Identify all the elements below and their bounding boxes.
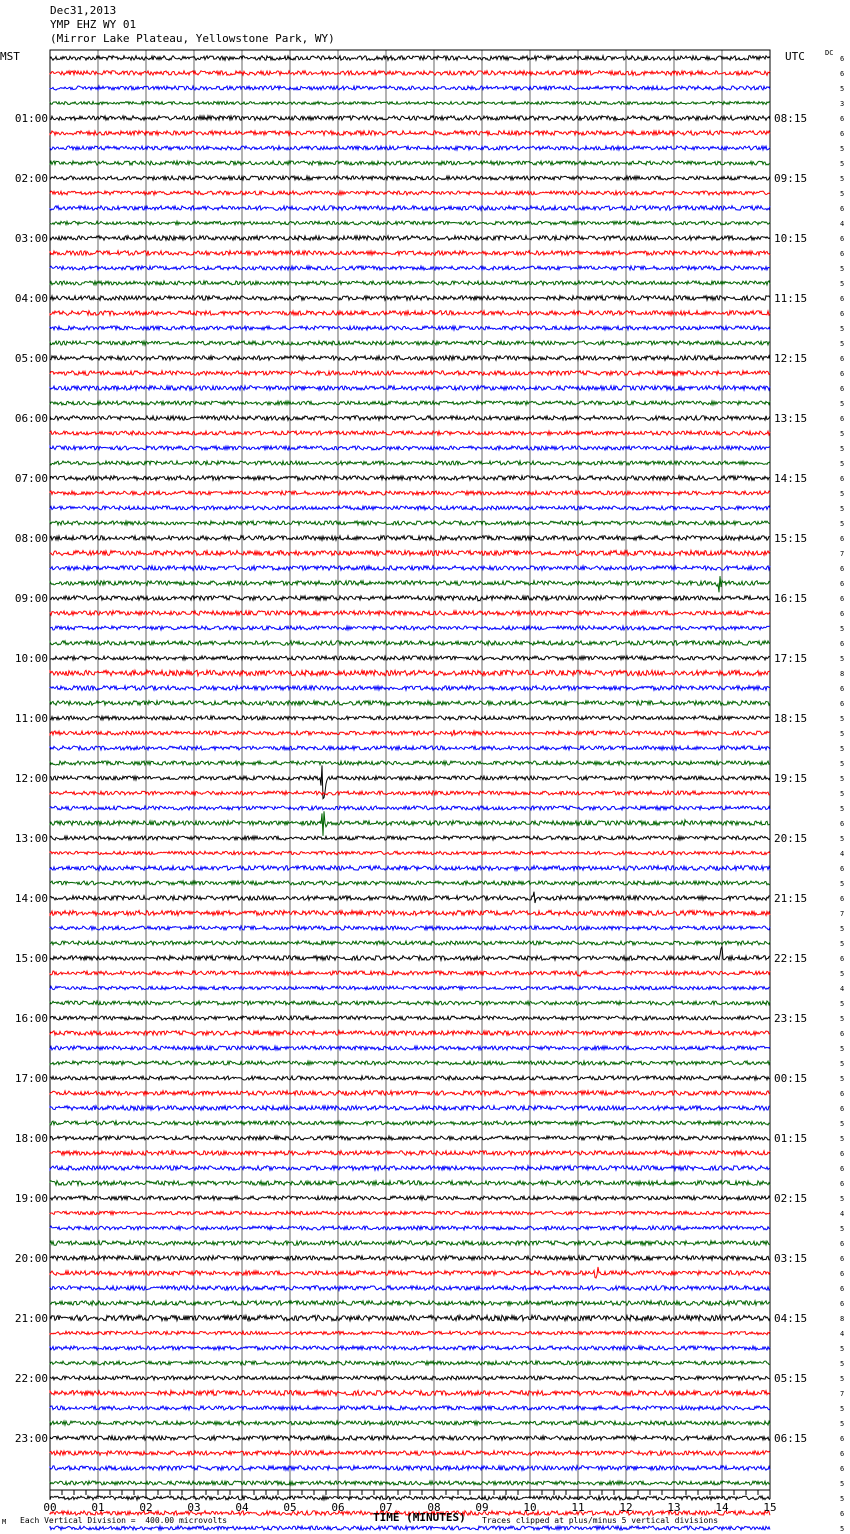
utc-hour-label: 04:15 [774,1312,808,1325]
trace-line [50,1076,770,1080]
trace-line [50,1166,770,1170]
dc-offset-label: 5 [840,145,845,153]
dc-offset-label: 7 [840,550,845,558]
utc-hour-label: 09:15 [774,172,808,185]
utc-hour-label: 12:15 [774,352,808,365]
utc-hour-label: 06:15 [774,1432,808,1445]
trace-line [50,116,770,120]
trace-line [50,1091,770,1095]
dc-offset-label: 6 [840,595,845,603]
trace-line [50,986,770,989]
dc-offset-label: 6 [840,1510,845,1518]
dc-offset-label: 6 [840,1030,845,1038]
trace-line [50,281,770,285]
dc-offset-label: 6 [840,1240,845,1248]
dc-offset-label: 5 [840,520,845,528]
dc-offset-label: 5 [840,505,845,513]
trace-line [50,611,770,615]
trace-line [50,730,770,736]
dc-offset-label: 5 [840,1045,845,1053]
utc-hour-label: 02:15 [774,1192,808,1205]
mst-hour-label: 20:00 [14,1252,48,1265]
utc-hour-label: 05:15 [774,1372,808,1385]
x-tick-label: 03 [187,1501,201,1514]
trace-line [50,851,770,854]
trace-line [50,716,770,720]
dc-offset-label: 5 [840,85,845,93]
dc-offset-label: 6 [840,310,845,318]
dc-column-title: DC [825,49,834,57]
trace-line [50,1256,770,1260]
dc-offset-label: 5 [840,715,845,723]
trace-line [50,506,770,510]
trace-line [50,266,770,270]
trace-line [50,811,770,836]
x-tick-label: 14 [715,1501,729,1514]
dc-offset-label: 7 [840,1390,845,1398]
trace-line [50,596,770,601]
trace-line [50,1526,770,1530]
trace-line [50,1466,770,1470]
dc-offset-label: 5 [840,1225,845,1233]
dc-offset-label: 5 [840,1345,845,1353]
utc-hour-label: 22:15 [774,952,808,965]
mst-hour-label: 23:00 [14,1432,48,1445]
dc-offset-label: 6 [840,610,845,618]
mst-hour-label: 02:00 [14,172,48,185]
trace-line [50,431,770,435]
mst-hour-label: 03:00 [14,232,48,245]
dc-offset-label: 6 [840,1180,845,1188]
dc-offset-label: 5 [840,745,845,753]
trace-line [50,1196,770,1200]
mst-hour-label: 18:00 [14,1132,48,1145]
dc-offset-label: 5 [840,790,845,798]
utc-hour-label: 03:15 [774,1252,808,1265]
trace-line [50,1031,770,1035]
dc-offset-label: 5 [840,325,845,333]
trace-line [50,1391,770,1396]
x-tick-label: 07 [379,1501,393,1514]
x-tick-label: 01 [91,1501,105,1514]
mst-hour-label: 16:00 [14,1012,48,1025]
dc-offset-label: 7 [840,910,845,918]
trace-line [50,131,770,135]
mst-hour-label: 01:00 [14,112,48,125]
trace-line [50,1406,770,1410]
dc-offset-label: 6 [840,235,845,243]
trace-line [50,1046,770,1050]
dc-offset-label: 6 [840,1105,845,1113]
dc-offset-label: 8 [840,670,845,678]
x-tick-label: 02 [139,1501,153,1514]
dc-offset-label: 6 [840,205,845,213]
trace-line [50,1001,770,1005]
trace-line [50,536,770,540]
trace-line [50,1331,770,1334]
trace-line [50,416,770,420]
dc-offset-label: 5 [840,1195,845,1203]
trace-line [50,1315,770,1320]
trace-line [50,686,770,690]
dc-offset-label: 6 [840,250,845,258]
utc-hour-label: 18:15 [774,712,808,725]
trace-line [50,881,770,885]
dc-offset-label: 4 [840,1210,845,1218]
dc-offset-label: 4 [840,985,845,993]
clip-note: Traces clipped at plus/minus 5 vertical divisions [482,1516,719,1525]
utc-hour-label: 14:15 [774,472,808,485]
utc-hour-label: 23:15 [774,1012,808,1025]
dc-offset-label: 5 [840,1120,845,1128]
trace-line [50,761,770,765]
dc-offset-label: 5 [840,160,845,168]
scale-note: Each Vertical Division = 400.00 microvolts [20,1516,228,1525]
dc-offset-label: 5 [840,1060,845,1068]
mst-hour-label: 05:00 [14,352,48,365]
x-tick-label: 11 [571,1501,585,1514]
dc-offset-label: 5 [840,430,845,438]
x-tick-label: 10 [523,1501,537,1514]
dc-offset-label: 6 [840,1300,845,1308]
x-tick-label: 08 [427,1501,441,1514]
dc-offset-label: 5 [840,1495,845,1503]
utc-hour-label: 13:15 [774,412,808,425]
dc-offset-label: 6 [840,1450,845,1458]
trace-line [50,1267,770,1278]
trace-line [50,1181,770,1185]
dc-offset-label: 5 [840,1480,845,1488]
trace-line [50,1346,770,1350]
trace-line [50,1241,770,1245]
utc-hour-label: 16:15 [774,592,808,605]
dc-offset-label: 5 [840,400,845,408]
utc-hour-label: 21:15 [774,892,808,905]
trace-line [50,341,770,345]
trace-line [50,566,770,570]
trace-line [50,551,770,556]
trace-line [50,1436,770,1440]
mst-hour-label: 14:00 [14,892,48,905]
dc-offset-label: 5 [840,1000,845,1008]
utc-hour-label: 19:15 [774,772,808,785]
trace-line [50,836,770,840]
trace-line [50,491,770,495]
dc-offset-label: 5 [840,835,845,843]
trace-line [50,1376,770,1380]
x-tick-label: 04 [235,1501,249,1514]
dc-offset-label: 6 [840,1090,845,1098]
dc-offset-label: 3 [840,100,845,108]
dc-offset-label: 6 [840,820,845,828]
dc-offset-label: 6 [840,115,845,123]
dc-offset-label: 5 [840,340,845,348]
x-tick-label: 13 [667,1501,681,1514]
mst-hour-label: 06:00 [14,412,48,425]
mst-hour-label: 15:00 [14,952,48,965]
trace-line [50,1361,770,1365]
dc-offset-label: 5 [840,1375,845,1383]
dc-offset-label: 5 [840,1015,845,1023]
trace-line [50,1121,770,1125]
trace-line [50,1496,770,1500]
trace-line [50,946,770,960]
trace-line [50,86,770,90]
x-tick-label: 09 [475,1501,489,1514]
dc-offset-label: 6 [840,130,845,138]
trace-line [50,1016,770,1020]
trace-line [50,476,770,480]
dc-offset-label: 5 [840,460,845,468]
chart-station: YMP EHZ WY 01 [50,18,137,31]
mst-hour-label: 19:00 [14,1192,48,1205]
dc-offset-label: 6 [840,895,845,903]
x-tick-label: 05 [283,1501,297,1514]
dc-offset-label: 6 [840,295,845,303]
mst-hour-label: 12:00 [14,772,48,785]
trace-line [50,866,770,870]
trace-line [50,1421,770,1425]
utc-hour-label: 20:15 [774,832,808,845]
mst-hour-label: 07:00 [14,472,48,485]
trace-line [50,670,770,675]
utc-hour-label: 10:15 [774,232,808,245]
dc-offset-label: 6 [840,1270,845,1278]
trace-line [50,221,770,224]
x-tick-label: 15 [763,1501,777,1514]
dc-offset-label: 5 [840,1525,845,1533]
dc-offset-label: 5 [840,1075,845,1083]
dc-offset-label: 6 [840,700,845,708]
trace-line [50,1151,770,1155]
dc-offset-label: 4 [840,850,845,858]
trace-line [50,806,770,810]
trace-line [50,1136,770,1140]
trace-line [50,446,770,450]
trace-line [50,1481,770,1485]
dc-offset-label: 6 [840,355,845,363]
dc-offset-label: 5 [840,190,845,198]
trace-line [50,236,770,240]
x-tick-label: 00 [43,1501,57,1514]
trace-line [50,1106,770,1110]
dc-offset-label: 6 [840,1255,845,1263]
utc-hour-label: 17:15 [774,652,808,665]
dc-offset-label: 6 [840,1465,845,1473]
dc-offset-label: 5 [840,775,845,783]
left-timezone-title: MST [0,50,20,63]
dc-offset-label: 6 [840,1165,845,1173]
trace-line [50,371,770,375]
x-tick-label: 12 [619,1501,633,1514]
dc-offset-label: 4 [840,220,845,228]
dc-offset-label: 8 [840,1315,845,1323]
trace-line [50,1301,770,1305]
dc-offset-label: 5 [840,970,845,978]
dc-offset-label: 6 [840,1285,845,1293]
dc-offset-label: 6 [840,580,845,588]
dc-offset-label: 6 [840,415,845,423]
dc-offset-label: 6 [840,70,845,78]
utc-hour-label: 00:15 [774,1072,808,1085]
x-tick-label: 06 [331,1501,345,1514]
trace-line [50,521,770,525]
trace-line [50,206,770,210]
trace-line [50,176,770,180]
dc-offset-label: 5 [840,1360,845,1368]
mst-hour-label: 09:00 [14,592,48,605]
chart-location: (Mirror Lake Plateau, Yellowstone Park, WY) [50,32,335,45]
dc-offset-label: 6 [840,475,845,483]
dc-offset-label: 5 [840,805,845,813]
trace-line [50,892,770,903]
dc-offset-label: 5 [840,655,845,663]
trace-line [50,311,770,315]
trace-line [50,386,770,390]
trace-line [50,791,770,795]
trace-line [50,102,770,105]
trace-line [50,161,770,165]
dc-offset-label: 5 [840,730,845,738]
trace-line [50,1061,770,1065]
dc-offset-label: 6 [840,535,845,543]
mst-hour-label: 11:00 [14,712,48,725]
mst-hour-label: 21:00 [14,1312,48,1325]
dc-offset-label: 5 [840,490,845,498]
utc-hour-label: 15:15 [774,532,808,545]
trace-line [50,71,770,75]
trace-line [50,941,770,945]
dc-offset-label: 5 [840,1405,845,1413]
trace-line [50,1451,770,1455]
dc-offset-label: 5 [840,625,845,633]
trace-line [50,146,770,150]
trace-line [50,971,770,976]
dc-offset-label: 6 [840,1435,845,1443]
mst-hour-label: 17:00 [14,1072,48,1085]
trace-line [50,56,770,60]
trace-line [50,626,770,630]
chart-date: Dec31,2013 [50,4,117,17]
dc-offset-label: 6 [840,55,845,63]
trace-line [50,1226,770,1230]
mst-hour-label: 13:00 [14,832,48,845]
mst-hour-label: 22:00 [14,1372,48,1385]
dc-offset-label: 6 [840,370,845,378]
dc-offset-label: 4 [840,1330,845,1338]
trace-line [50,641,770,645]
trace-line [50,576,770,592]
trace-line [50,911,770,916]
trace-line [50,461,770,465]
dc-offset-label: 5 [840,265,845,273]
utc-hour-label: 08:15 [774,112,808,125]
mst-hour-label: 10:00 [14,652,48,665]
mst-hour-label: 04:00 [14,292,48,305]
trace-line [50,356,770,360]
dc-offset-label: 5 [840,1420,845,1428]
dc-offset-label: 6 [840,565,845,573]
trace-line [50,701,770,705]
trace-line [50,746,770,750]
trace-line [50,401,770,405]
mst-hour-label: 08:00 [14,532,48,545]
dc-offset-label: 6 [840,640,845,648]
dc-offset-label: 5 [840,925,845,933]
dc-offset-label: 5 [840,880,845,888]
dc-offset-label: 5 [840,1135,845,1143]
right-timezone-title: UTC [785,50,805,63]
dc-offset-label: 5 [840,280,845,288]
trace-line [50,296,770,300]
dc-offset-label: 6 [840,685,845,693]
dc-offset-label: 6 [840,385,845,393]
dc-offset-label: 6 [840,865,845,873]
trace-line [50,191,770,195]
trace-line [50,926,770,930]
dc-offset-label: 6 [840,1150,845,1158]
dc-offset-label: 5 [840,760,845,768]
corner-mark: M [2,1518,7,1526]
dc-offset-label: 6 [840,955,845,963]
dc-offset-label: 5 [840,940,845,948]
trace-line [50,251,770,255]
dc-offset-label: 5 [840,445,845,453]
utc-hour-label: 11:15 [774,292,808,305]
trace-line [50,1286,770,1290]
trace-line [50,1211,770,1214]
x-axis-label: TIME (MINUTES) [373,1511,466,1524]
trace-line [50,326,770,330]
dc-offset-label: 5 [840,175,845,183]
utc-hour-label: 01:15 [774,1132,808,1145]
trace-line [50,656,770,660]
